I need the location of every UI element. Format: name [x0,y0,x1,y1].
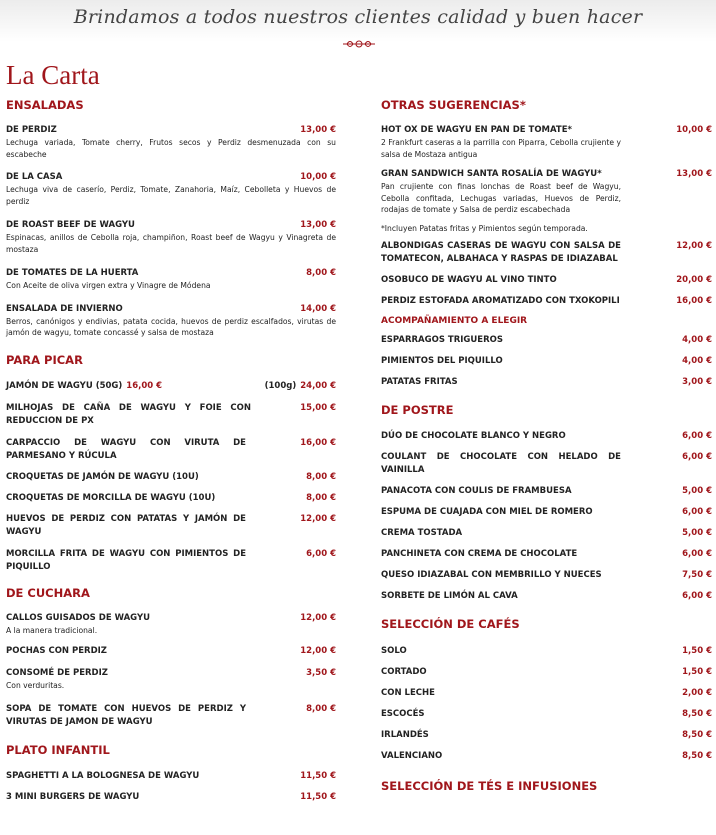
item-price: 6,00 € [682,430,712,441]
menu-item [381,729,712,742]
section-title-otras-sugerencias: OTRAS SUGERENCIAS* [381,98,526,112]
item-name: PERDIZ ESTOFADA AROMATIZADO CON TXOKOPILI [381,295,620,306]
item-name: PATATAS FRITAS [381,376,458,387]
item-name: SORBETE DE LIMÓN AL CAVA [381,590,518,601]
menu-item [381,527,712,540]
menu-item [6,548,336,574]
item-price: 11,50 € [300,791,336,802]
menu-item [381,168,712,216]
item-price: 13,00 € [300,125,336,135]
item-name: CONSOMÉ DE PERDIZ [6,668,108,678]
item-price: 10,00 € [300,172,336,182]
item-name: ESPARRAGOS TRIGUEROS [381,334,503,345]
item-price: 16,00 € [676,295,712,306]
item-name: GRAN SANDWICH SANTA ROSALÍA DE WAGYU* [381,169,602,179]
item-price: 12,00 € [300,646,336,656]
section-title-de-postre: DE POSTRE [381,402,454,417]
menu-item [6,492,336,505]
item-price: 20,00 € [676,274,712,285]
menu-item [381,334,712,347]
item-price: 8,50 € [682,708,712,719]
item-price: 11,50 € [300,770,336,781]
item-price: 1,50 € [682,666,712,677]
item-price: 12,00 € [300,513,336,524]
menu-item [381,451,712,477]
menu-item [6,667,336,692]
item-price: 2,00 € [682,687,712,698]
item-name: VALENCIANO [381,750,443,761]
menu-item [381,376,712,389]
item-price: 7,50 € [682,569,712,580]
item-price: 6,00 € [682,451,712,462]
item-name: CROQUETAS DE MORCILLA DE WAGYU (10U) [6,492,216,503]
item-name: DE TOMATES DE LA HUERTA [6,268,139,278]
menu-item [381,240,712,266]
item-size-label: (100g) [264,380,297,391]
menu-item [6,267,336,292]
item-name: SPAGHETTI A LA BOLOGNESA DE WAGYU [6,770,200,781]
item-price: 6,00 € [682,590,712,601]
item-description: 2 Frankfurt caseras a la parrilla con Piparra, Cebolla crujiente y salsa de Mostaza antigua [381,138,621,159]
item-name: HOT OX DE WAGYU EN PAN DE TOMATE* [381,125,572,135]
item-name: CORTADO [381,666,427,677]
menu-item [381,355,712,368]
section-title-ensaladas: ENSALADAS [6,98,84,112]
item-price: 13,00 € [676,169,712,179]
menu-item [381,506,712,519]
item-name: COULANT DE CHOCOLATE CON HELADO DE VAINILLA [381,451,621,475]
item-name: DÚO DE CHOCOLATE BLANCO Y NEGRO [381,430,566,441]
item-price: 16,00 € [300,437,336,448]
item-price: 6,00 € [682,548,712,559]
section-title-tes: SELECCIÓN DE TÉS E INFUSIONES [381,778,598,793]
menu-right-column [381,95,712,793]
item-name: DE PERDIZ [6,125,57,135]
item-description: A la manera tradicional. [6,625,98,635]
item-price: 12,00 € [676,240,712,251]
item-price: 16,00 € [126,380,163,391]
menu-item [381,750,712,763]
item-name: CON LECHE [381,687,435,698]
item-name: QUESO IDIAZABAL CON MEMBRILLO Y NUECES [381,569,602,580]
item-name: HUEVOS DE PERDIZ CON PATATAS Y JAMÓN DE WAGYU [6,513,246,537]
item-name: CARPACCIO DE WAGYU CON VIRUTA DE PARMESANO Y RÚCULA [6,437,246,461]
item-name: OSOBUCO DE WAGYU AL VINO TINTO [381,274,557,285]
item-description: Con Aceite de oliva virgen extra y Vinagre de Módena [6,281,211,290]
item-name: DE ROAST BEEF DE WAGYU [6,220,135,230]
menu-item [6,471,336,484]
item-name: CALLOS GUISADOS DE WAGYU [6,612,150,623]
section-title-cafes: SELECCIÓN DE CAFÉS [381,616,520,631]
menu-item [6,437,336,463]
item-name: CROQUETAS DE JAMÓN DE WAGYU (10U) [6,471,199,482]
subsection-title-acompanamiento: ACOMPAÑAMIENTO A ELEGIR [381,315,528,326]
item-price: 6,00 € [682,506,712,517]
item-price: 8,00 € [306,471,336,482]
menu-item [381,645,712,658]
menu-left-column [6,95,336,804]
menu-item [381,274,712,287]
item-description: Lechuga variada, Tomate cherry, Frutos secos y Perdiz desmenuzada con su escabeche [6,138,336,159]
item-name: MORCILLA FRITA DE WAGYU CON PIMIENTOS DE PIQUILLO [6,548,246,572]
item-name: POCHAS CON PERDIZ [6,646,107,656]
menu-item [6,219,336,255]
item-name: ALBONDIGAS CASERAS DE WAGYU CON SALSA DE TOMATECON, ALBAHACA Y RASPAS DE IDIAZABAL [381,240,621,264]
item-price: 24,00 € [300,380,336,391]
item-price: 8,00 € [306,268,336,278]
section-title-plato-infantil: PLATO INFANTIL [6,742,110,757]
item-description: Con verduritas. [6,681,65,690]
item-name: ESPUMA DE CUAJADA CON MIEL DE ROMERO [381,506,593,517]
menu-item [381,569,712,582]
menu-item [381,666,712,679]
menu-item [381,124,712,160]
item-name: SOPA DE TOMATE CON HUEVOS DE PERDIZ Y VIRUTAS DE JAMON DE WAGYU [6,703,246,727]
menu-item [6,791,336,804]
section-title-de-cuchara: DE CUCHARA [6,585,90,600]
menu-item [381,295,712,308]
menu-item [6,645,336,658]
item-name: DE LA CASA [6,172,63,182]
item-price: 4,00 € [682,355,712,366]
menu-item [6,612,336,637]
item-name: CREMA TOSTADA [381,527,463,538]
menu-item [6,513,336,539]
section-title-para-picar: PARA PICAR [6,352,83,367]
menu-item [381,485,712,498]
item-name: ENSALADA DE INVIERNO [6,303,123,314]
item-description: Berros, canónigos y endivias, patata cocida, huevos de perdiz escalfados, virutas de jamón de wagyu, tomate concassé y salsa de mostaza [6,316,336,337]
item-name: PANCHINETA CON CREMA DE CHOCOLATE [381,548,578,559]
menu-item [6,124,336,160]
item-description: Lechuga viva de caserío, Perdiz, Tomate, Zanahoria, Maíz, Cebolleta y Huevos de perdiz [6,185,336,206]
item-price: 15,00 € [300,402,336,413]
item-price: 8,50 € [682,729,712,740]
item-name: 3 MINI BURGERS DE WAGYU [6,791,140,802]
menu-item [381,548,712,561]
menu-item [381,687,712,700]
item-price: 5,00 € [682,527,712,538]
item-description: Pan crujiente con finas lonchas de Roast beef de Wagyu, Cebolla confitada, Lechugas variadas, Huevos de Perdiz, rodajas de tomate y Salsa de perdiz escabechada [381,182,621,214]
menu-item [381,708,712,721]
item-price: 12,00 € [300,612,336,623]
item-description: Espinacas, anillos de Cebolla roja, champiñon, Roast beef de Wagyu y Vinagreta de mostaza [6,233,336,254]
page-title: La Carta [6,60,100,90]
tagline: Brindamos a todos nuestros clientes calidad y buen hacer [73,6,643,28]
menu-item [6,703,336,729]
menu-item [381,430,712,443]
item-price: 5,00 € [682,485,712,496]
item-price: 3,50 € [306,668,336,678]
item-name: SOLO [381,645,407,656]
item-name: MILHOJAS DE CAÑA DE WAGYU Y FOIE CON REDUCCION DE PX [6,402,251,426]
item-price: 8,00 € [306,492,336,503]
item-price: 3,00 € [682,376,712,387]
item-price: 1,50 € [682,645,712,656]
menu-item [6,770,336,783]
footnote: *Incluyen Patatas fritas y Pimientos según temporada. [381,223,588,233]
menu-item [6,303,336,339]
item-name: PANACOTA CON COULIS DE FRAMBUESA [381,485,572,496]
item-price: 13,00 € [300,220,336,230]
item-price: 6,00 € [306,548,336,559]
menu-item [6,402,336,428]
item-price: 4,00 € [682,334,712,345]
menu-item [6,171,336,207]
item-name: JAMÓN DE WAGYU (50G) [6,380,123,391]
item-name: PIMIENTOS DEL PIQUILLO [381,355,503,366]
item-price: 10,00 € [676,125,712,135]
menu-item [381,590,712,603]
item-price: 8,50 € [682,750,712,761]
item-price: 14,00 € [300,303,336,314]
item-name: ESCOCÉS [381,708,425,719]
item-price: 8,00 € [306,703,336,714]
ornament-icon [341,38,377,50]
menu-item [6,380,336,393]
item-name: IRLANDÉS [381,729,429,740]
